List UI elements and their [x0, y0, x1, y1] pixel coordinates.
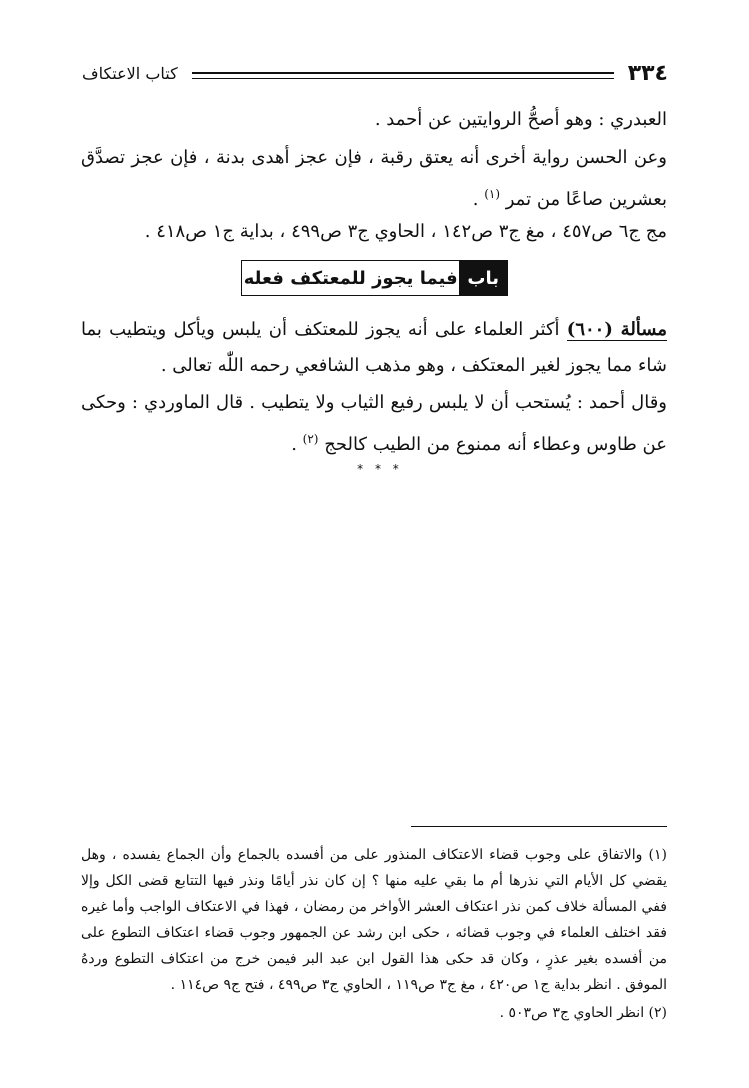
running-title: كتاب الاعتكاف	[82, 64, 178, 83]
chapter-title: فيما يجوز للمعتكف فعله	[243, 267, 458, 289]
footnote-ref-2[interactable]: (٢)	[302, 432, 319, 446]
section-separator: * * *	[357, 462, 403, 476]
masala-label: مسألة (٦٠٠)	[566, 319, 667, 340]
footnote-2: (٢) انظر الحاوي ج٣ ص٥٠٣ .	[499, 1005, 667, 1021]
paragraph-5	[81, 385, 667, 463]
paragraph-2-text: وعن الحسن رواية أخرى أنه يعتق رقبة ، فإن عجز أهدى بدنة ، فإن عجز تصدَّق بعشرين صاعًا من تمر	[81, 147, 667, 210]
page-number: ٣٣٤	[627, 61, 668, 86]
header-rule	[192, 72, 614, 79]
paragraph-1: العبدري : وهو أصحُّ الروايتين عن أحمد .	[374, 109, 667, 130]
paragraph-2-end: .	[472, 189, 485, 210]
footnote-rule	[411, 826, 667, 827]
masala-paragraph	[81, 312, 667, 384]
paragraph-2	[81, 140, 667, 218]
paragraph-5-end: .	[291, 434, 303, 455]
paragraph-5-text: وقال أحمد : يُستحب أن لا يلبس رفيع الثياب ولا يتطيب . قال الماوردي : وحكى عن طاوس وعطاء أنه ممنوع من الطيب كالحج	[81, 392, 667, 455]
sources-line: مج ج٦ ص٤٥٧ ، مغ ج٣ ص١٤٢ ، الحاوي ج٣ ص٤٩٩ ، بداية ج١ ص٤١٨ .	[144, 221, 667, 242]
footnote-1: (١) والاتفاق على وجوب قضاء الاعتكاف المنذور على من أفسده بالجماع وأن الجماع يفسده ، وهل يقضي كل الأيام التي نذرها أم ما بقي عليه منها ؟ إن كان نذر أيامًا ونذر فيها التتابع قضى الكل وإلا ففي المسألة خلاف كمن نذر اعتكاف العشر الأواخر من رمضان ، فهذا في الاعتكاف الواجب وأما غيره فقد اختلف العلماء في وجوب قضائه ، حكى ابن رشد عن الجمهور وجوب قضاء اعتكاف التطوع على من أفسده بغير عذرٍ ، وكان قد حكى هذا القول ابن عبد البر فيمن خرج من اعتكاف التطوع وردهُ الموفق . انظر بداية ج١ ص٤٢٠ ، مغ ج٣ ص١١٩ ، الحاوي ج٣ ص٤٩٩ ، فتح ج٩ ص١١٤ .	[81, 847, 667, 993]
page-header	[82, 60, 668, 88]
chapter-tag: باب	[459, 261, 507, 295]
footnote-ref-1[interactable]: (١)	[484, 187, 501, 201]
masala-text: أكثر العلماء على أنه يجوز للمعتكف أن يلبس ويأكل ويتطيب بما شاء مما يجوز لغير المعتكف ، وهو مذهب الشافعي رحمه اللّٰه تعالى .	[81, 319, 667, 376]
chapter-heading	[241, 260, 508, 296]
